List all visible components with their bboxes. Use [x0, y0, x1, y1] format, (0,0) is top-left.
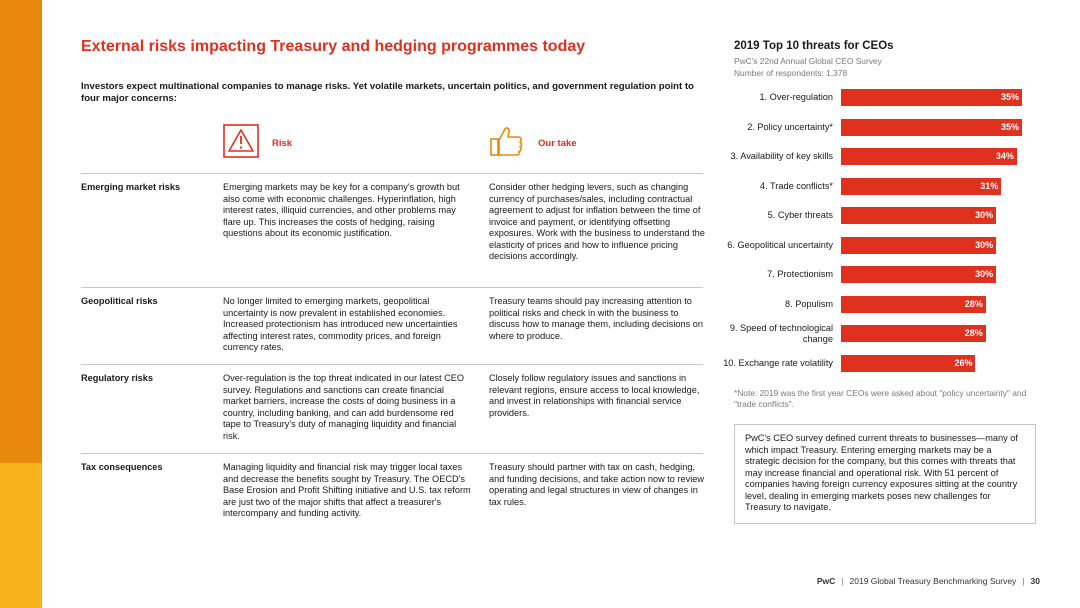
chart-note: *Note: 2019 was the first year CEOs were asked about "policy uncertainty" and "trade conflicts".: [734, 388, 1027, 409]
our-take-column-header: Our take: [538, 138, 577, 149]
risk-cell-geopolitical: No longer limited to emerging markets, geopolitical uncertainty is now prevalent in established economies. Increased protectionism has introduced new uncertainties affecting interest rates, commodity prices, and foreign currency rates.: [223, 296, 458, 352]
bar-label: 2. Policy uncertainty*: [747, 121, 833, 132]
warning-triangle-icon: [223, 124, 259, 158]
bar: [841, 266, 996, 283]
take-cell-geopolitical: Treasury teams should pay increasing attention to political risks and check in with the business to discuss how to manage them, including decisions on where to produce.: [489, 296, 703, 341]
take-cell-tax: Treasury should partner with tax on cash, hedging, and funding decisions, and take action now to review operating and legal structures in view of changes in tax rules.: [489, 462, 705, 507]
bar-label: 1. Over-regulation: [759, 92, 833, 102]
side-bar-yellow: [0, 463, 42, 608]
intro-text: Investors expect multinational companies to manage risks. Yet volatile markets, uncertain politics, and government regulation point to four major concerns:: [81, 81, 694, 104]
chart-respondents: Number of respondents: 1,378: [734, 68, 848, 78]
bar-value-label: 30%: [975, 210, 994, 220]
callout-box: [734, 424, 1036, 524]
page-footer: [817, 576, 1040, 586]
bar-value-label: 34%: [995, 151, 1014, 161]
bar: [841, 296, 986, 313]
row-label-geopolitical: Geopolitical risks: [81, 296, 158, 306]
page-number: 30: [1030, 576, 1040, 586]
footer-separator: |: [841, 576, 844, 586]
take-cell-regulatory: Closely follow regulatory issues and sanctions in relevant regions, ensure access to local knowledge, and invest in relationships with financial service providers.: [489, 373, 700, 418]
row-divider: [81, 173, 703, 174]
risk-cell-regulatory: Over-regulation is the top threat indicated in our latest CEO survey. Regulations and sanctions can create financial market barriers, increase the costs of doing business in a country, including banking, and can add burdensome red tape to Treasury's duty of managing liquidity and financial risk.: [223, 373, 465, 441]
bar-label: 5. Cyber threats: [767, 210, 833, 220]
bar-label: 6. Geopolitical uncertainty: [727, 239, 833, 250]
bar-value-label: 26%: [954, 357, 973, 368]
bar: [841, 148, 1017, 165]
thumbs-up-icon: [489, 124, 525, 158]
bar: [841, 207, 996, 224]
row-label-emerging-market: Emerging market risks: [81, 182, 181, 192]
row-divider: [81, 364, 703, 365]
chart-subtitle: PwC's 22nd Annual Global CEO Survey: [734, 56, 882, 66]
bar: [841, 355, 975, 372]
bar: [841, 237, 996, 254]
bar-label: 10. Exchange rate volatility: [723, 357, 833, 368]
callout-text: PwC's CEO survey defined current threats to businesses—many of which impact Treasury. Entering emerging markets may be a strategic decision for the company, but this comes with threats that may increase financial and operational risk. With 51 percent of companies having foreign currency exposures sitting at the country level, dealing in emerging markets poses new challenges for Treasury to navigate.: [745, 433, 1018, 512]
footer-brand: PwC: [816, 576, 836, 586]
chart-title: 2019 Top 10 threats for CEOs: [734, 40, 894, 52]
risk-cell-tax: Managing liquidity and financial risk may trigger local taxes and decrease the benefits sought by Treasury. The OECD's Base Erosion and Profit Shifting initiative and U.S. tax reform are just two of the major shifts that affect a treasurer's intercompany and funding activity.: [223, 462, 471, 518]
bar-value-label: 30%: [975, 269, 994, 279]
bar: [841, 325, 986, 342]
bar-value-label: 30%: [975, 239, 994, 250]
risk-column-header: Risk: [272, 138, 293, 149]
bar-label: 7. Protectionism: [767, 269, 833, 279]
bar-label: 3. Availability of key skills: [730, 151, 833, 161]
risk-cell-emerging-market: Emerging markets may be key for a company's growth but also come with economic challenges. Hyperinflation, high interest rates, illiquid currencies, and other problems may flare up. This increases the costs of hedging, raising questions about its economic justification.: [223, 182, 460, 238]
bar: [841, 178, 1001, 195]
bar-label: 8. Populism: [784, 298, 833, 309]
page-title: External risks impacting Treasury and hedging programmes today: [81, 38, 586, 55]
side-color-bar: [0, 0, 42, 608]
take-cell-emerging-market: Consider other hedging levers, such as changing currency of purchases/sales, including contractual agreement to adjust for inflation between the time of invoice and payment, or identifying offsetting exposures. Work with the business to understand the elasticity of prices and how to influence pricing decisions accordingly.: [489, 182, 705, 261]
bar-label: 4. Trade conflicts*: [759, 180, 833, 191]
bar-value-label: 31%: [980, 180, 999, 191]
row-divider: [81, 453, 703, 454]
bar-value-label: 28%: [964, 328, 983, 338]
footer-report-title: 2019 Global Treasury Benchmarking Survey: [849, 576, 1017, 586]
row-label-tax: Tax consequences: [81, 462, 163, 472]
footer-separator: |: [1022, 576, 1025, 586]
bar-value-label: 35%: [1000, 121, 1019, 132]
bar: [841, 89, 1022, 106]
row-divider: [81, 287, 703, 288]
bar-value-label: 35%: [1000, 92, 1019, 102]
bar-label: 9. Speed of technological change: [729, 322, 833, 344]
row-label-regulatory: Regulatory risks: [81, 373, 153, 383]
side-bar-orange: [0, 0, 42, 463]
bar: [841, 119, 1022, 136]
bar-value-label: 28%: [964, 298, 983, 309]
